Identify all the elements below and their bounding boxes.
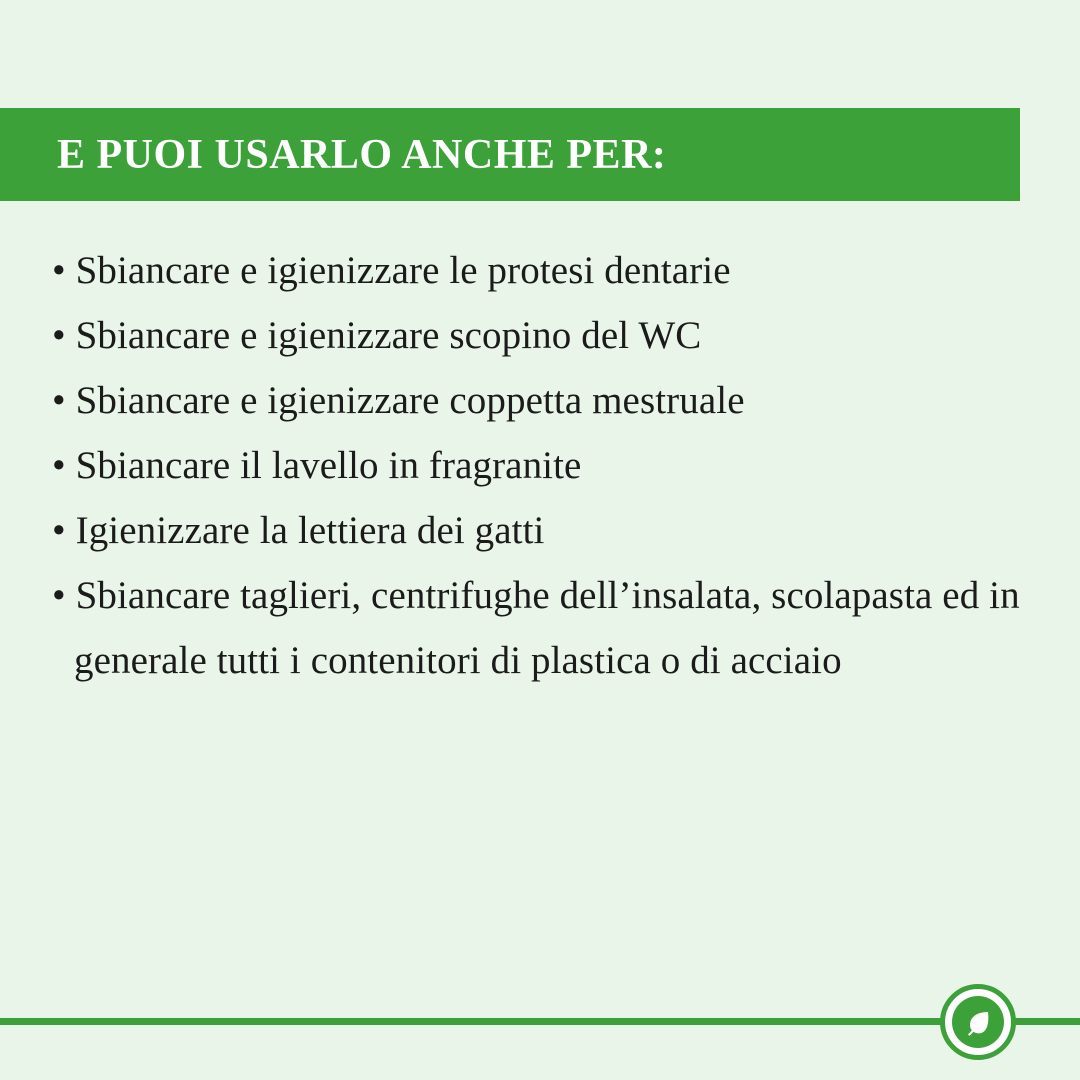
header-banner <box>0 108 1020 201</box>
list-item: • Sbiancare e igienizzare scopino del WC <box>52 314 702 357</box>
list-item: • Sbiancare taglieri, centrifughe dell’insalata, scolapasta ed in generale tutti i contenitori di plastica o di acciaio <box>52 574 1020 682</box>
footer-divider <box>0 1018 1080 1025</box>
brand-logo <box>940 984 1016 1060</box>
list-item: • Igienizzare la lettiera dei gatti <box>52 509 545 552</box>
list-item: • Sbiancare e igienizzare le protesi dentarie <box>52 249 731 292</box>
page-title: E PUOI USARLO ANCHE PER: <box>57 131 667 178</box>
leaf-icon <box>952 996 1004 1048</box>
list-item: • Sbiancare il lavello in fragranite <box>52 444 582 487</box>
list-item: • Sbiancare e igienizzare coppetta mestruale <box>52 379 745 422</box>
usage-list <box>52 238 1042 693</box>
